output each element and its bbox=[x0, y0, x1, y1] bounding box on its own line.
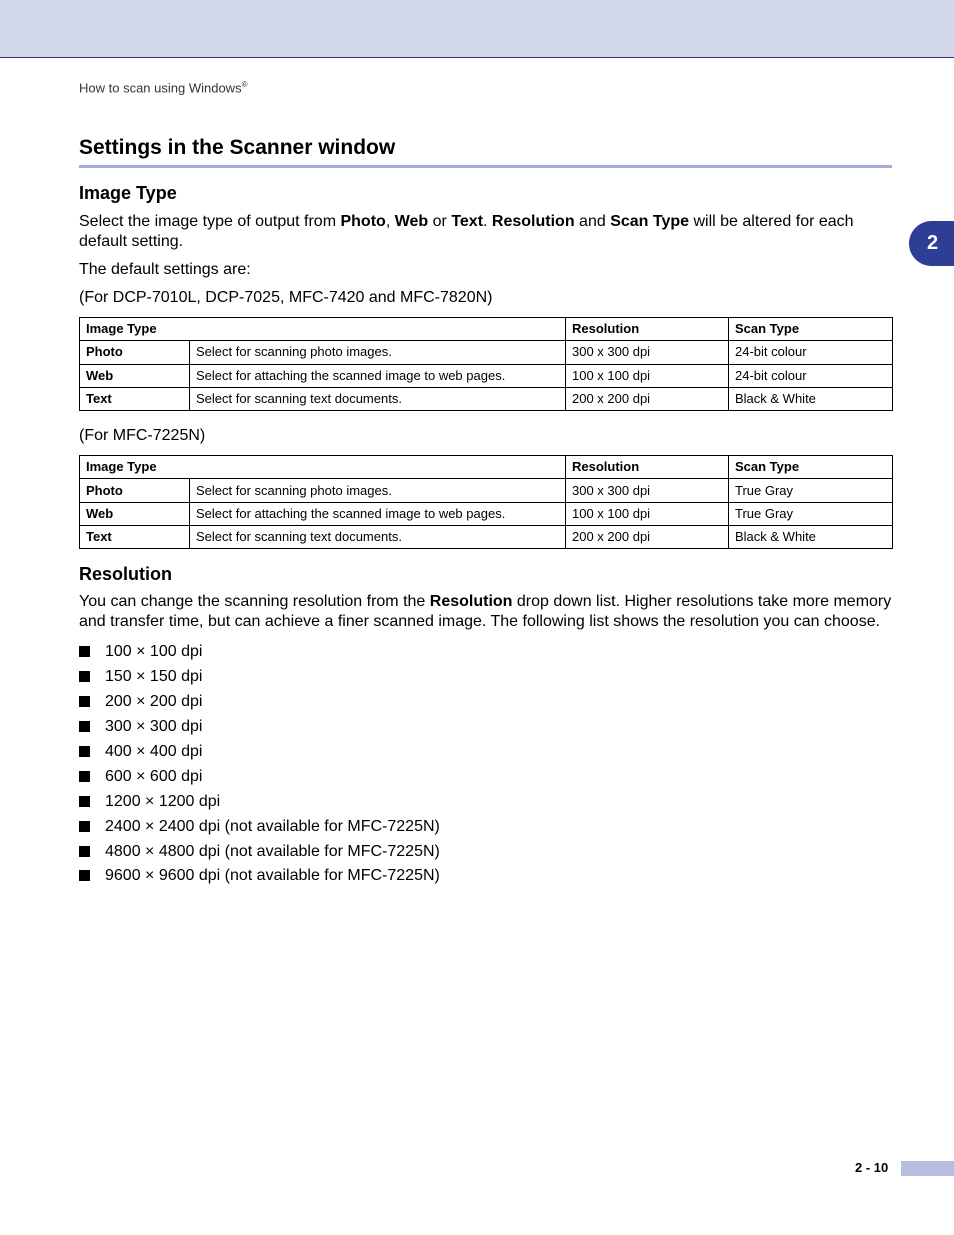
square-bullet-icon bbox=[79, 646, 90, 657]
square-bullet-icon bbox=[79, 671, 90, 682]
resolution-option-text: 9600 × 9600 dpi (not available for MFC-7225N) bbox=[105, 867, 440, 885]
text-run: Select the image type of output from bbox=[79, 213, 341, 230]
list-item bbox=[79, 742, 892, 767]
header-image-type: Image Type bbox=[80, 456, 566, 479]
defaults-label: The default settings are: bbox=[79, 261, 251, 278]
table-row bbox=[80, 387, 893, 410]
text-run: You can change the scanning resolution from the bbox=[79, 593, 430, 611]
resolution-cell: 100 x 100 dpi bbox=[566, 364, 729, 387]
table-row bbox=[80, 479, 893, 502]
default-settings-table-2 bbox=[79, 455, 893, 549]
square-bullet-icon bbox=[79, 746, 90, 757]
scan-type-cell: Black & White bbox=[729, 387, 893, 410]
square-bullet-icon bbox=[79, 696, 90, 707]
scan-type-cell: True Gray bbox=[729, 479, 893, 502]
list-item bbox=[79, 792, 892, 817]
resolution-option-text: 4800 × 4800 dpi (not available for MFC-7225N) bbox=[105, 842, 440, 860]
table-row bbox=[80, 341, 893, 364]
header-resolution: Resolution bbox=[566, 318, 729, 341]
section-title: Settings in the Scanner window bbox=[79, 134, 892, 168]
text-run: and bbox=[574, 213, 611, 230]
square-bullet-icon bbox=[79, 821, 90, 832]
table2-body bbox=[80, 479, 893, 549]
list-item bbox=[79, 767, 892, 792]
bold-term: Web bbox=[394, 213, 429, 230]
square-bullet-icon bbox=[79, 771, 90, 782]
bold-term: Scan Type bbox=[610, 213, 690, 230]
resolution-option-text: 600 × 600 dpi bbox=[105, 767, 203, 785]
text-run: , bbox=[385, 213, 395, 230]
table-header-row bbox=[80, 318, 893, 341]
image-type-cell: Text bbox=[80, 387, 190, 410]
resolution-cell: 200 x 200 dpi bbox=[566, 526, 729, 549]
description-cell: Select for scanning photo images. bbox=[190, 479, 566, 502]
image-type-cell: Photo bbox=[80, 341, 190, 364]
image-type-cell: Web bbox=[80, 364, 190, 387]
default-settings-table-1 bbox=[79, 317, 893, 411]
list-item bbox=[79, 717, 892, 742]
scan-type-cell: 24-bit colour bbox=[729, 341, 893, 364]
header-band bbox=[0, 0, 954, 58]
header-scan-type: Scan Type bbox=[729, 456, 893, 479]
image-type-cell: Photo bbox=[80, 479, 190, 502]
scan-type-cell: True Gray bbox=[729, 502, 893, 525]
table1-body bbox=[80, 341, 893, 411]
table-header-row bbox=[80, 456, 893, 479]
square-bullet-icon bbox=[79, 721, 90, 732]
scan-type-cell: 24-bit colour bbox=[729, 364, 893, 387]
chapter-tab[interactable]: 2 bbox=[909, 221, 954, 266]
resolution-option-text: 100 × 100 dpi bbox=[105, 643, 203, 661]
bold-term: Text bbox=[451, 213, 484, 230]
scan-type-cell: Black & White bbox=[729, 526, 893, 549]
header-image-type: Image Type bbox=[80, 318, 566, 341]
list-item bbox=[79, 642, 892, 667]
description-cell: Select for scanning photo images. bbox=[190, 341, 566, 364]
resolution-cell: 300 x 300 dpi bbox=[566, 341, 729, 364]
table2-note: (For MFC-7225N) bbox=[79, 427, 206, 445]
resolution-option-text: 200 × 200 dpi bbox=[105, 693, 203, 711]
list-item bbox=[79, 817, 892, 842]
resolution-cell: 200 x 200 dpi bbox=[566, 387, 729, 410]
resolution-option-text: 400 × 400 dpi bbox=[105, 742, 203, 760]
running-header-text: How to scan using Windows bbox=[79, 80, 242, 96]
text-run: . bbox=[483, 213, 492, 230]
header-scan-type: Scan Type bbox=[729, 318, 893, 341]
square-bullet-icon bbox=[79, 796, 90, 807]
registered-mark: ® bbox=[241, 80, 248, 89]
description-cell: Select for scanning text documents. bbox=[190, 387, 566, 410]
bold-term: Resolution bbox=[429, 593, 513, 611]
resolution-options-list bbox=[79, 642, 892, 891]
table-row bbox=[80, 526, 893, 549]
bold-term: Photo bbox=[340, 213, 386, 230]
image-type-cell: Text bbox=[80, 526, 190, 549]
square-bullet-icon bbox=[79, 846, 90, 857]
resolution-cell: 100 x 100 dpi bbox=[566, 502, 729, 525]
table-row bbox=[80, 364, 893, 387]
resolution-heading: Resolution bbox=[79, 564, 172, 585]
resolution-cell: 300 x 300 dpi bbox=[566, 479, 729, 502]
resolution-option-text: 2400 × 2400 dpi (not available for MFC-7225N) bbox=[105, 817, 440, 835]
description-cell: Select for scanning text documents. bbox=[190, 526, 566, 549]
running-header bbox=[79, 80, 247, 95]
text-run: drop down list. Higher resolutions take more memory and transfer time, but can achieve a finer scanned image. The following list shows the resolution you can choose. bbox=[79, 593, 892, 631]
list-item bbox=[79, 692, 892, 717]
resolution-option-text: 150 × 150 dpi bbox=[105, 668, 203, 686]
bold-term: Resolution bbox=[491, 213, 575, 230]
list-item bbox=[79, 866, 892, 891]
list-item bbox=[79, 842, 892, 867]
resolution-option-text: 1200 × 1200 dpi bbox=[105, 792, 221, 810]
image-type-heading: Image Type bbox=[79, 183, 177, 203]
table-row bbox=[80, 502, 893, 525]
table1-note: (For DCP-7010L, DCP-7025, MFC-7420 and MFC-7820N) bbox=[79, 289, 493, 306]
list-item bbox=[79, 667, 892, 692]
page-number: 2 - 10 bbox=[855, 1160, 889, 1175]
description-cell: Select for attaching the scanned image to web pages. bbox=[190, 364, 566, 387]
resolution-intro bbox=[79, 592, 892, 632]
header-resolution: Resolution bbox=[566, 456, 729, 479]
image-type-intro bbox=[79, 212, 892, 252]
resolution-option-text: 300 × 300 dpi bbox=[105, 718, 203, 736]
square-bullet-icon bbox=[79, 870, 90, 881]
page-content bbox=[79, 134, 892, 891]
text-run: or bbox=[428, 213, 452, 230]
page-number-bar bbox=[901, 1161, 954, 1176]
image-type-cell: Web bbox=[80, 502, 190, 525]
text-run: will be altered for each default setting. bbox=[79, 213, 854, 250]
description-cell: Select for attaching the scanned image to web pages. bbox=[190, 502, 566, 525]
